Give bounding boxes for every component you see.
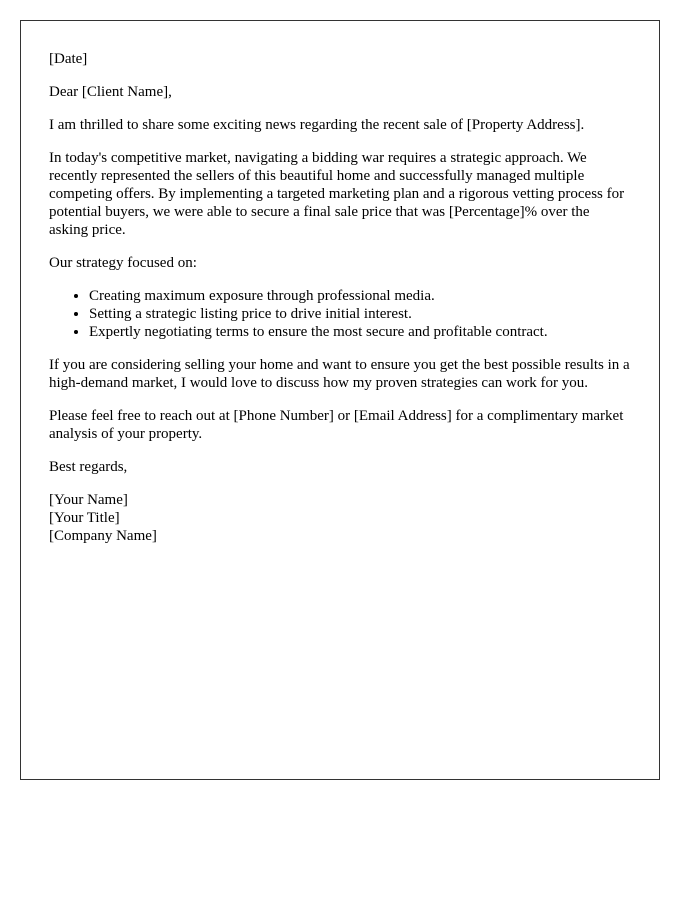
letter-closing: Best regards, — [49, 459, 128, 475]
signature-company: [Company Name] — [49, 528, 157, 544]
letter-contact-paragraph: Please feel free to reach out at [Phone Number] or [Email Address] for a complimentary market analysis of your property. — [49, 408, 624, 442]
letter-container — [20, 20, 660, 780]
signature-title: [Your Title] — [49, 510, 120, 526]
letter-salutation: Dear [Client Name], — [49, 84, 172, 100]
strategy-list — [49, 287, 631, 341]
strategy-list-item: • Expertly negotiating terms to ensure the most secure and profitable contract. — [89, 323, 631, 341]
letter-body-paragraph: In today's competitive market, navigating a bidding war requires a strategic approach. We recently represented the sellers of this beautiful home and successfully managed multiple competing offers. By implementing a targeted marketing plan and a rigorous vetting process for potential buyers, we were able to secure a final sale price that was [Percentage]% over the asking price. — [49, 150, 625, 238]
strategy-list-item: • Creating maximum exposure through professional media. — [89, 287, 631, 305]
letter-intro-paragraph: I am thrilled to share some exciting news regarding the recent sale of [Property Address]. — [49, 117, 585, 133]
letter-date: [Date] — [49, 51, 88, 67]
letter-strategy-intro: Our strategy focused on: — [49, 255, 197, 271]
signature-name: [Your Name] — [49, 492, 128, 508]
strategy-list-item: • Setting a strategic listing price to drive initial interest. — [89, 305, 631, 323]
letter-pitch-paragraph: If you are considering selling your home and want to ensure you get the best possible results in a high-demand market, I would love to discuss how my proven strategies can work for you. — [49, 357, 630, 391]
signature-block — [49, 491, 631, 545]
